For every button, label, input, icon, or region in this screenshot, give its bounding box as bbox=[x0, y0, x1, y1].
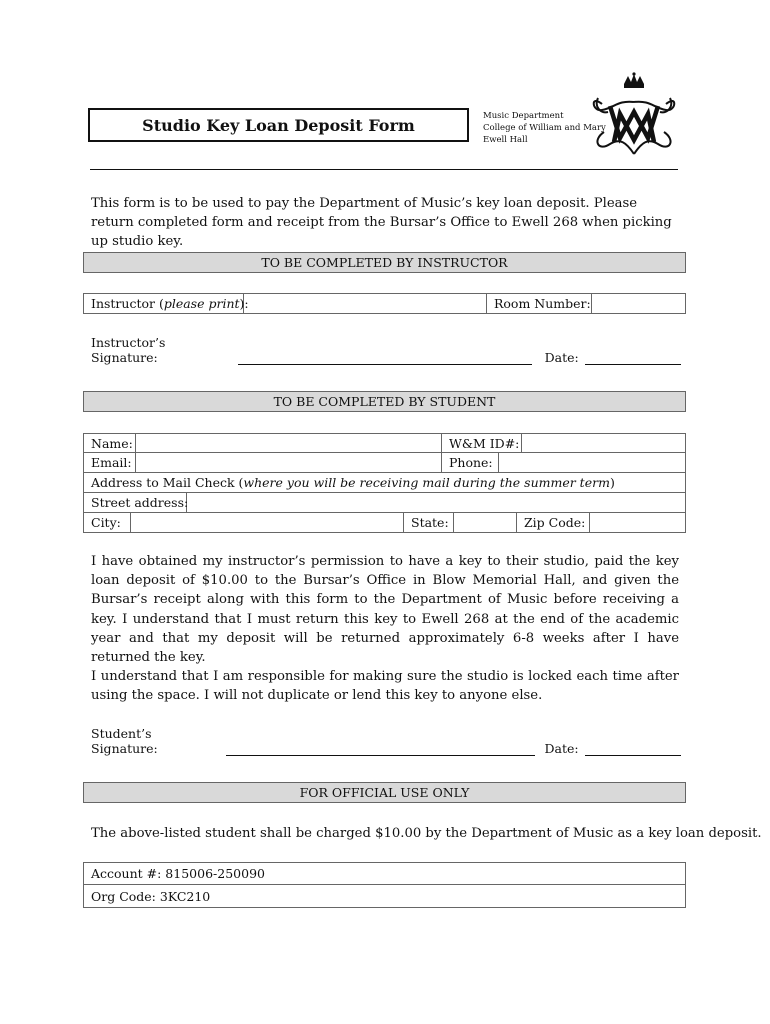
instructor-section-banner: TO BE COMPLETED BY INSTRUCTOR bbox=[83, 252, 686, 273]
instructor-signature-line bbox=[91, 335, 681, 365]
street-address-label: Street address: bbox=[84, 493, 187, 512]
account-number: Account #: 815006-250090 bbox=[91, 866, 265, 881]
name-input[interactable] bbox=[136, 434, 442, 452]
wm-id-label: W&M ID#: bbox=[442, 434, 522, 452]
student-email-row bbox=[83, 453, 686, 473]
agreement-paragraph-1: I have obtained my instructor’s permission to have a key to their studio, paid the key loan deposit of $10.00 to the Bursar’s Office in Blow Memorial Hall, and given the Bursar’s receipt along with this form to the Department of Music before receiving a key. I understand that I must return this key to Ewell 268 at the end of the academic year and that my deposit will be returned approximately 6-8 weeks after I have returned the key. bbox=[91, 554, 679, 666]
email-input[interactable] bbox=[136, 453, 442, 472]
instructor-date-field[interactable] bbox=[585, 350, 681, 365]
instructor-row bbox=[83, 293, 686, 314]
building-name: Ewell Hall bbox=[483, 135, 528, 145]
mailing-address-row bbox=[83, 473, 686, 493]
instructor-date-label: Date: bbox=[544, 350, 579, 365]
student-signature-line bbox=[91, 726, 681, 756]
student-date-field[interactable] bbox=[585, 741, 681, 756]
org-code: Org Code: 3KC210 bbox=[91, 888, 211, 904]
city-state-zip-row bbox=[83, 513, 686, 533]
agreement-paragraph-2: I understand that I am responsible for making sure the studio is locked each time after using the space. I will not duplicate or lend this key to anyone else. bbox=[91, 669, 679, 704]
mailing-address-label: Address to Mail Check ( where you will be receiving mail during the summer term ) bbox=[91, 475, 615, 490]
room-number-label: Room Number: bbox=[487, 294, 592, 313]
email-label: Email: bbox=[84, 453, 136, 472]
instructor-name-input[interactable] bbox=[244, 294, 487, 313]
zip-code-label: Zip Code: bbox=[517, 513, 590, 532]
instructor-signature-label: Instructor’s Signature: bbox=[91, 335, 166, 365]
student-name-row bbox=[83, 433, 686, 453]
wm-id-input[interactable] bbox=[522, 434, 685, 452]
org-code-row bbox=[83, 885, 686, 908]
instructor-name-label: Instructor ( please print ): bbox=[84, 294, 244, 313]
header-divider bbox=[90, 169, 678, 170]
instructor-signature-field[interactable] bbox=[238, 350, 532, 365]
form-title: Studio Key Loan Deposit Form bbox=[88, 108, 469, 142]
student-date-label: Date: bbox=[544, 741, 579, 756]
room-number-input[interactable] bbox=[592, 294, 685, 313]
phone-label: Phone: bbox=[442, 453, 499, 472]
student-section-banner: TO BE COMPLETED BY STUDENT bbox=[83, 391, 686, 412]
street-address-input[interactable] bbox=[187, 493, 685, 512]
intro-text: This form is to be used to pay the Department of Music’s key loan deposit. Please return completed form and receipt from the Bursar’s Office to Ewell 268 when picking up studio key. bbox=[91, 196, 672, 250]
name-label: Name: bbox=[84, 434, 136, 452]
phone-input[interactable] bbox=[499, 453, 685, 472]
state-input[interactable] bbox=[454, 513, 517, 532]
college-cypher-logo-icon bbox=[588, 72, 680, 164]
city-label: City: bbox=[84, 513, 131, 532]
account-row bbox=[83, 862, 686, 885]
college-name: College of William and Mary bbox=[483, 123, 606, 133]
student-signature-label: Student’s Signature: bbox=[91, 726, 158, 756]
department-name: Music Department bbox=[483, 111, 564, 121]
state-label: State: bbox=[404, 513, 454, 532]
student-signature-field[interactable] bbox=[226, 741, 536, 756]
city-input[interactable] bbox=[131, 513, 404, 532]
street-address-row bbox=[83, 493, 686, 513]
official-section-banner: FOR OFFICIAL USE ONLY bbox=[83, 782, 686, 803]
charge-statement: The above-listed student shall be charged $10.00 by the Department of Music as a key loan deposit. bbox=[91, 826, 762, 841]
zip-code-input[interactable] bbox=[590, 513, 685, 532]
